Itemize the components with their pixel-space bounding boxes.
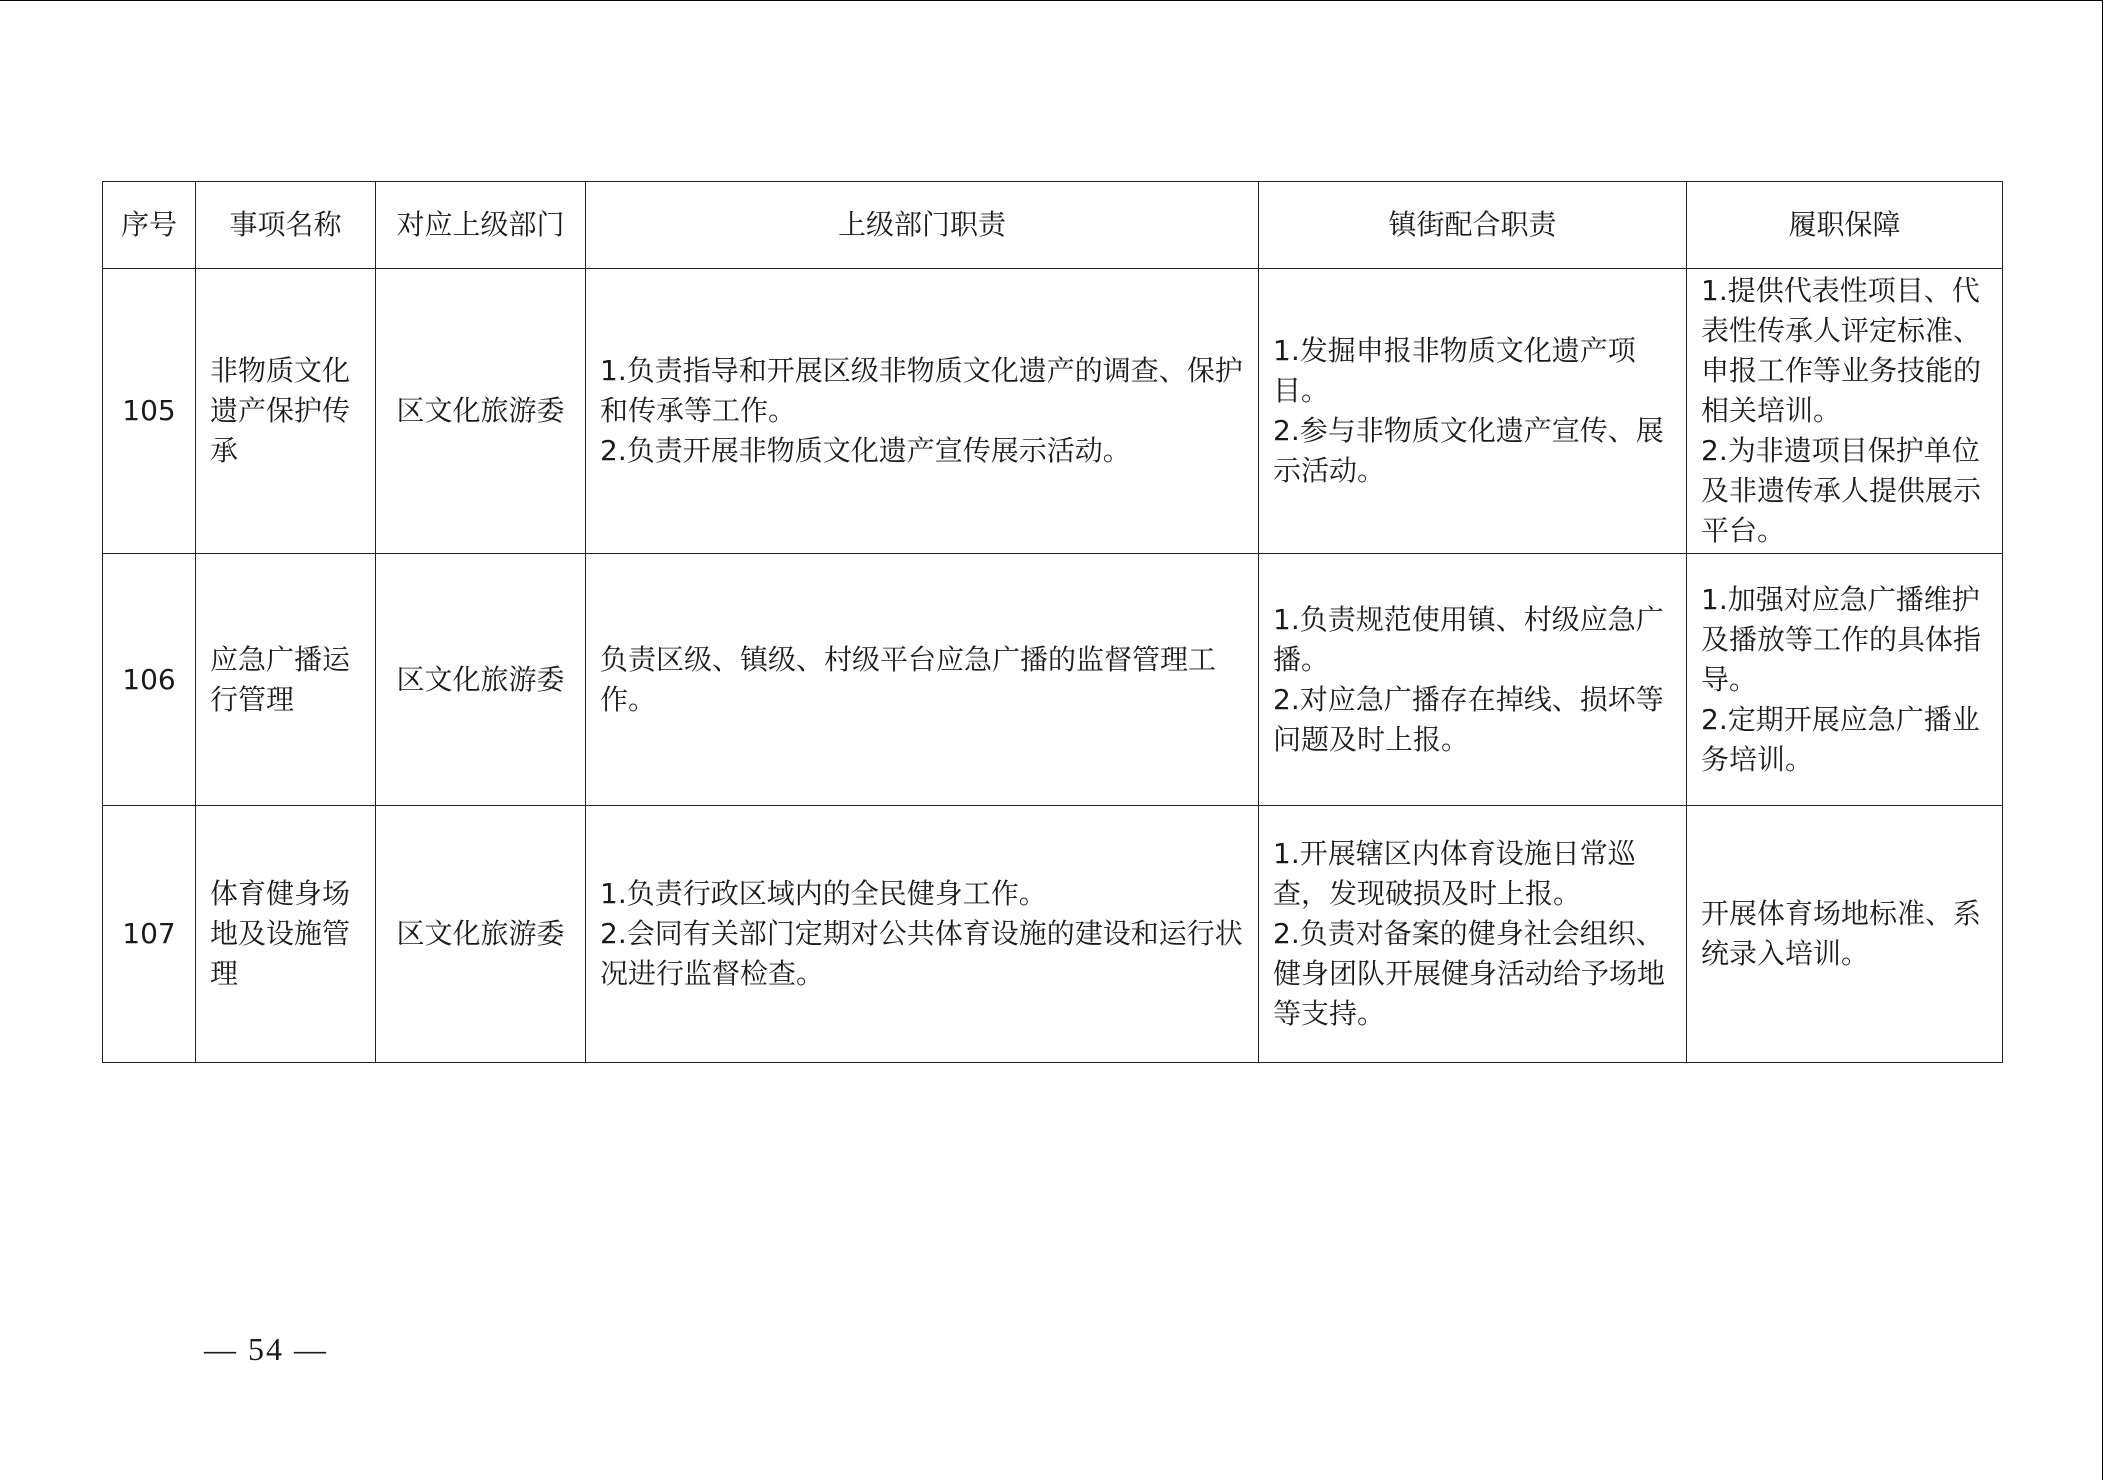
cell-seq: 105 — [103, 269, 196, 554]
cell-seq: 106 — [103, 554, 196, 806]
cell-guarantee — [1687, 806, 2003, 1063]
header-name: 事项名称 — [196, 182, 376, 269]
cell-seq: 107 — [103, 806, 196, 1063]
header-upper-duty: 上级部门职责 — [586, 182, 1259, 269]
cell-name: 体育健身场地及设施管理 — [196, 806, 376, 1063]
upper-duty-line: 2.负责开展非物质文化遗产宣传展示活动。 — [600, 434, 1131, 467]
cell-name: 应急广播运行管理 — [196, 554, 376, 806]
guarantee-line: 2.定期开展应急广播业务培训。 — [1701, 702, 1980, 776]
town-duty-line: 1.开展辖区内体育设施日常巡查，发现破损及时上报。 — [1273, 837, 1636, 910]
town-duty-line: 1.负责规范使用镇、村级应急广播。 — [1273, 602, 1664, 676]
header-guarantee: 履职保障 — [1687, 182, 2003, 269]
header-seq: 序号 — [103, 182, 196, 269]
upper-duty-line: 1.负责指导和开展区级非物质文化遗产的调查、保护和传承等工作。 — [600, 354, 1243, 427]
table-row — [103, 269, 2003, 554]
guarantee-line: 开展体育场地标准、系统录入培训。 — [1701, 897, 1982, 970]
upper-duty-line: 负责区级、镇级、村级平台应急广播的监督管理工作。 — [600, 642, 1217, 716]
town-duty-line: 2.参与非物质文化遗产宣传、展示活动。 — [1273, 414, 1664, 487]
header-town-duty: 镇街配合职责 — [1259, 182, 1687, 269]
guarantee-line: 2.为非遗项目保护单位及非遗传承人提供展示平台。 — [1701, 434, 1982, 547]
cell-guarantee — [1687, 269, 2003, 554]
town-duty-line: 2.负责对备案的健身社会组织、健身团队开展健身活动给予场地等支持。 — [1273, 917, 1666, 1030]
town-duty-line: 1.发掘申报非物质文化遗产项目。 — [1273, 334, 1636, 407]
cell-town-duty — [1259, 269, 1687, 554]
cell-dept: 区文化旅游委 — [376, 806, 586, 1063]
page-number: — 54 — — [204, 1331, 328, 1367]
guarantee-line: 1.加强对应急广播维护及播放等工作的具体指导。 — [1701, 582, 1982, 696]
cell-town-duty — [1259, 554, 1687, 806]
upper-duty-line: 2.会同有关部门定期对公共体育设施的建设和运行状况进行监督检查。 — [600, 917, 1243, 990]
cell-dept: 区文化旅游委 — [376, 554, 586, 806]
cell-guarantee — [1687, 554, 2003, 806]
table-header-row — [103, 182, 2003, 269]
cell-name: 非物质文化遗产保护传承 — [196, 269, 376, 554]
cell-upper-duty — [586, 269, 1259, 554]
table-row — [103, 806, 2003, 1063]
cell-town-duty — [1259, 806, 1687, 1063]
duty-table — [102, 181, 2003, 1063]
cell-upper-duty — [586, 554, 1259, 806]
guarantee-line: 1.提供代表性项目、代表性传承人评定标准、申报工作等业务技能的相关培训。 — [1701, 274, 1982, 427]
table-row — [103, 554, 2003, 806]
header-dept: 对应上级部门 — [376, 182, 586, 269]
upper-duty-line: 1.负责行政区域内的全民健身工作。 — [600, 877, 1047, 910]
town-duty-line: 2.对应急广播存在掉线、损坏等问题及时上报。 — [1273, 682, 1664, 756]
cell-upper-duty — [586, 806, 1259, 1063]
cell-dept: 区文化旅游委 — [376, 269, 586, 554]
